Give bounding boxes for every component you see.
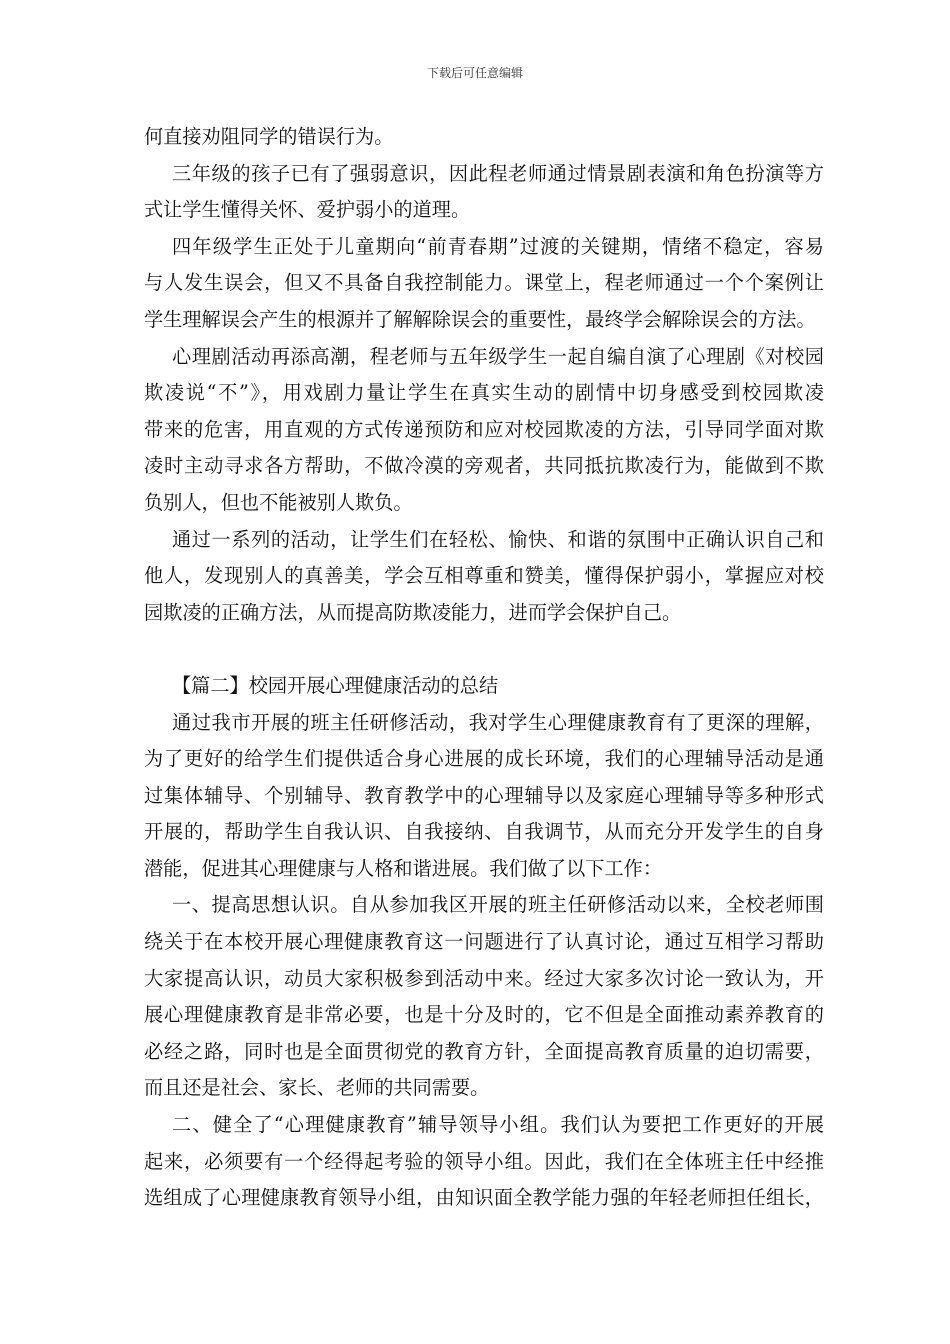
text-line: 三年级的孩子已有了强弱意识，因此程老师通过情景剧表演和角色扮演等方	[172, 161, 824, 185]
text-line: 式让学生懂得关怀、爱护弱小的道理。	[144, 198, 471, 222]
text-line: 一、提高思想认识。自从参加我区开展的班主任研修活动以来，全校老师围	[172, 893, 824, 917]
text-line: 通过一系列的活动，让学生们在轻松、愉快、和谐的氛围中正确认识自己和	[172, 527, 824, 551]
text-line: 为了更好的给学生们提供适合身心进展的成长环境，我们的心理辅导活动是通	[144, 747, 824, 771]
section-heading	[144, 668, 824, 705]
page-header: 下载后可任意编辑	[426, 66, 523, 80]
text-line: 欺凌说“不”》，用戏剧力量让学生在真实生动的剧情中切身感受到校园欺凌	[144, 381, 824, 405]
paragraph	[144, 156, 824, 229]
text-line: 过集体辅导、个别辅导、教育教学中的心理辅导以及家庭心理辅导等多种形式	[144, 783, 824, 807]
text-line: 凌时主动寻求各方帮助，不做冷漠的旁观者，共同抵抗欺凌行为，能做到不欺	[144, 454, 824, 478]
paragraph	[144, 339, 824, 522]
paragraph	[144, 887, 824, 1107]
paragraph-spacer	[144, 631, 824, 668]
document-body	[144, 119, 824, 1217]
text-line: 园欺凌的正确方法，从而提高防欺凌能力，进而学会保护自己。	[144, 600, 682, 624]
paragraph	[144, 119, 824, 156]
text-line: 【篇二】校园开展心理健康活动的总结	[172, 673, 499, 697]
text-line: 通过我市开展的班主任研修活动，我对学生心理健康教育有了更深的理解，	[172, 710, 824, 734]
text-line: 四年级学生正处于儿童期向“前青春期”过渡的关键期，情绪不稳定，容易	[172, 234, 824, 258]
text-line: 开展的，帮助学生自我认识、自我接纳、自我调节，从而充分开发学生的自身	[144, 820, 824, 844]
text-line: 绕关于在本校开展心理健康教育这一问题进行了认真讨论，通过互相学习帮助	[144, 930, 824, 954]
text-line: 与人发生误会，但又不具备自我控制能力。课堂上，程老师通过一个个案例让	[144, 271, 824, 295]
text-line: 他人，发现别人的真善美，学会互相尊重和赞美，懂得保护弱小，掌握应对校	[144, 564, 824, 588]
text-line: 起来，必须要有一个经得起考验的领导小组。因此，我们在全体班主任中经推	[144, 1149, 824, 1173]
text-line: 展心理健康教育是非常必要，也是十分及时的，它不但是全面推动素养教育的	[144, 1003, 824, 1027]
text-line: 何直接劝阻同学的错误行为。	[144, 125, 394, 148]
text-line: 而且还是社会、家长、老师的共同需要。	[144, 1076, 490, 1100]
text-line: 心理剧活动再添高潮，程老师与五年级学生一起自编自演了心理剧《对校园	[172, 344, 824, 368]
text-line: 必经之路，同时也是全面贯彻党的教育方针，全面提高教育质量的迫切需要，	[144, 1039, 824, 1063]
text-line: 潜能，促进其心理健康与人格和谐进展。我们做了以下工作：	[144, 856, 663, 880]
text-line: 负别人，但也不能被别人欺负。	[144, 490, 413, 514]
text-line: 二、健全了“心理健康教育”辅导领导小组。我们认为要把工作更好的开展	[172, 1113, 824, 1137]
paragraph	[144, 1107, 824, 1217]
text-line: 选组成了心理健康教育领导小组，由知识面全教学能力强的年轻老师担任组长，	[144, 1186, 824, 1210]
paragraph	[144, 705, 824, 888]
text-line: 学生理解误会产生的根源并了解解除误会的重要性，最终学会解除误会的方法。	[144, 307, 816, 331]
paragraph	[144, 522, 824, 632]
text-line: 带来的危害，用直观的方式传递预防和应对校园欺凌的方法，引导同学面对欺	[144, 417, 824, 441]
paragraph	[144, 229, 824, 339]
text-line: 大家提高认识，动员大家积极参到活动中来。经过大家多次讨论一致认为，开	[144, 966, 824, 990]
